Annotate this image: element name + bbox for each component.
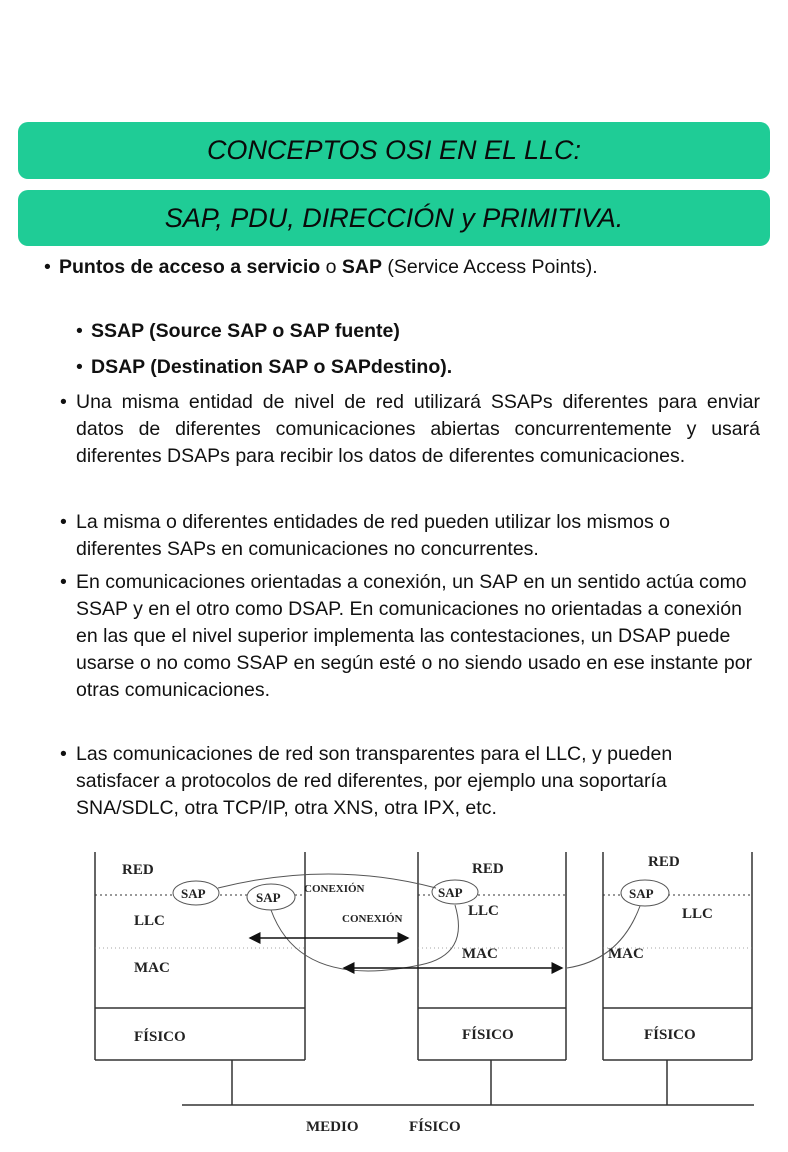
bullet-orientadas-conexion: • En comunicaciones orientadas a conexión, un SAP en un sentido actúa como SSAP y en el otro como DSAP. En comunicaciones no orientadas a conexión en las que el nivel superior implementa las contestaciones, un DSAP puede usarse o no como SSAP en según esté o no siendo usado en ese instante por otras comunicaciones. (60, 569, 760, 704)
label-red-1: RED (122, 862, 154, 878)
label-mac-2: MAC (462, 946, 498, 962)
label-sap-3: SAP (438, 885, 463, 900)
label-fisico-3: FÍSICO (644, 1027, 696, 1043)
bullet-transparentes: • Las comunicaciones de red son transparentes para el LLC, y pueden satisfacer a protocolos de red diferentes, por ejemplo una soportaría SNA/SDLC, otra TCP/IP, otra XNS, otra IPX, etc. (60, 741, 760, 822)
bullet-sap-rest: (Service Access Points). (382, 256, 598, 278)
bullet-misma-entidad: • Una misma entidad de nivel de red utilizará SSAPs diferentes para enviar datos de diferentes comunicaciones abiertas concurrentemente y usará diferentes DSAPs para recibir los datos de diferentes comunicaciones. (60, 389, 760, 470)
label-conexion-1: CONEXIÓN (304, 883, 365, 895)
bullet-sap-or: o (320, 256, 342, 278)
page-subtitle: SAP, PDU, DIRECCIÓN y PRIMITIVA. (164, 202, 624, 233)
bullet-dsap: • DSAP (Destination SAP o SAPdestino). (76, 356, 453, 378)
page-title: CONCEPTOS OSI EN EL LLC: (206, 135, 582, 165)
label-sap-1: SAP (181, 886, 206, 901)
bullet-sap: • Puntos de acceso a servicio o SAP (Service Access Points). (44, 256, 598, 278)
label-mac-3: MAC (608, 946, 644, 962)
label-sap-4: SAP (629, 886, 654, 901)
label-red-2: RED (472, 861, 504, 877)
bullet-ssap-text: SSAP (Source SAP o SAP fuente) (91, 320, 400, 342)
bullet-misma-entidad-text: Una misma entidad de nivel de red utilizará SSAPs diferentes para enviar datos de diferentes comunicaciones abiertas concurrentemente y usará diferentes DSAPs para recibir los datos de diferentes comunicaciones. (76, 391, 760, 467)
bullet-sap-concurrentes-text: La misma o diferentes entidades de red pueden utilizar los mismos o diferentes SAPs en comunicaciones no concurrentes. (76, 511, 670, 560)
bullet-dsap-text: DSAP (Destination SAP o SAPdestino). (91, 356, 453, 378)
bullet-sap-concurrentes: • La misma o diferentes entidades de red pueden utilizar los mismos o diferentes SAPs en comunicaciones no concurrentes. (60, 509, 760, 563)
label-red-3: RED (648, 854, 680, 870)
bullet-transparentes-text: Las comunicaciones de red son transparentes para el LLC, y pueden satisfacer a protocolos de red diferentes, por ejemplo una soportaría SNA/SDLC, otra TCP/IP, otra XNS, otra IPX, etc. (76, 743, 673, 819)
label-conexion-2: CONEXIÓN (342, 913, 403, 925)
label-mac-1: MAC (134, 960, 170, 976)
medio-bus (182, 1060, 754, 1105)
label-llc-3: LLC (682, 906, 713, 922)
label-sap-2: SAP (256, 890, 281, 905)
bullet-sap-acronym: SAP (341, 256, 382, 278)
label-llc-1: LLC (134, 913, 165, 929)
label-llc-2: LLC (468, 903, 499, 919)
label-fisico-1: FÍSICO (134, 1029, 186, 1045)
bullet-ssap: • SSAP (Source SAP o SAP fuente) (76, 320, 400, 342)
bullet-orientadas-conexion-text: En comunicaciones orientadas a conexión, un SAP en un sentido actúa como SSAP y en el otro como DSAP. En comunicaciones no orientadas a conexión en las que el nivel superior implementa las contestaciones, un DSAP puede usarse o no como SSAP en según esté o no siendo usado en ese instante por otras comunicaciones. (76, 571, 753, 701)
label-medio: MEDIO (306, 1119, 359, 1135)
label-medio-fisico: FÍSICO (409, 1119, 461, 1135)
label-fisico-2: FÍSICO (462, 1027, 514, 1043)
bullet-sap-term: Puntos de acceso a servicio (59, 256, 321, 278)
